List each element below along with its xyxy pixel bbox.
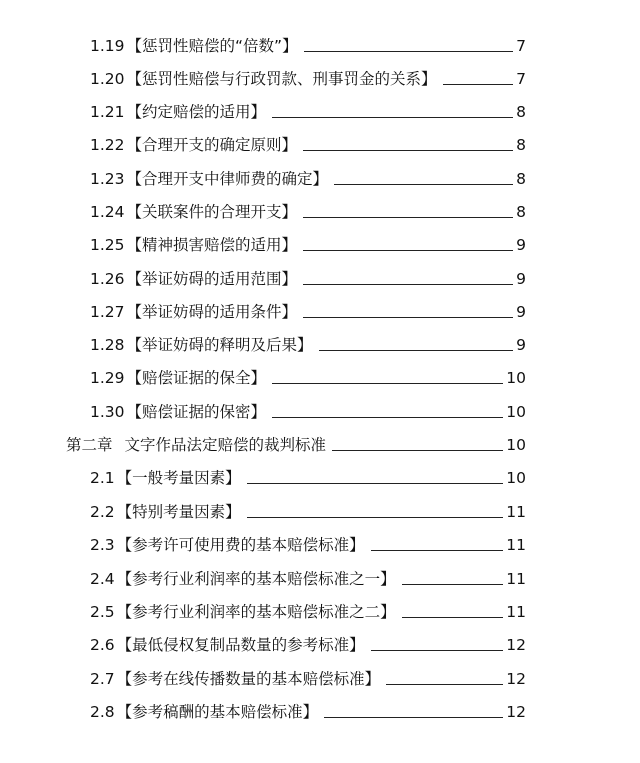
toc-leader-line [247, 482, 504, 484]
toc-entry-number: 1.29 [90, 369, 125, 387]
toc-entry-number: 2.4 [90, 570, 115, 588]
toc-leader-line [303, 316, 513, 318]
toc-leader-line [324, 716, 503, 718]
toc-entry[interactable] [90, 563, 526, 589]
toc-entry-page: 8 [516, 203, 526, 221]
toc-entry-title: 【最低侵权复制品数量的参考标准】 [116, 636, 365, 654]
toc-leader-line [303, 149, 513, 151]
toc-leader-line [334, 183, 513, 185]
toc-entry-page: 9 [516, 336, 526, 354]
toc-entry-title: 【参考许可使用费的基本赔偿标准】 [116, 536, 365, 554]
toc-entry[interactable] [90, 296, 526, 322]
toc-entry-page: 12 [506, 703, 526, 721]
toc-leader-line [272, 416, 503, 418]
toc-entry-page: 10 [506, 403, 526, 421]
toc-entry[interactable] [90, 196, 526, 222]
toc-entry-page: 10 [506, 436, 526, 454]
toc-entry-number: 2.6 [90, 636, 115, 654]
toc-leader-line [443, 83, 514, 85]
toc-leader-line [272, 382, 503, 384]
toc-entry-title: 【约定赔偿的适用】 [126, 103, 267, 121]
toc-entry-number: 2.3 [90, 536, 115, 554]
toc-entry-page: 8 [516, 170, 526, 188]
toc-entry-number: 2.5 [90, 603, 115, 621]
toc-entry-title: 【参考行业利润率的基本赔偿标准之二】 [116, 603, 396, 621]
toc-entry-number: 1.21 [90, 103, 125, 121]
toc-entry-title: 【参考行业利润率的基本赔偿标准之一】 [116, 570, 396, 588]
toc-entry-number: 1.19 [90, 37, 125, 55]
toc-entry-page: 11 [506, 603, 526, 621]
toc-leader-line [319, 349, 514, 351]
toc-entry-number: 2.2 [90, 503, 115, 521]
toc-entry-title: 【赔偿证据的保密】 [126, 403, 267, 421]
toc-entry-page: 12 [506, 636, 526, 654]
toc-entry-number: 1.25 [90, 236, 125, 254]
toc-entry[interactable] [90, 30, 526, 56]
toc-chapter-entry[interactable] [66, 429, 526, 455]
toc-entry-title: 【特别考量因素】 [116, 503, 241, 521]
toc-entry-number: 1.30 [90, 403, 125, 421]
toc-entry-number: 1.27 [90, 303, 125, 321]
toc-entry[interactable] [90, 362, 526, 388]
toc-entry-title: 【举证妨碍的释明及后果】 [126, 336, 313, 354]
toc-entry-title: 【举证妨碍的适用范围】 [126, 270, 298, 288]
toc-entry-title: 【举证妨碍的适用条件】 [126, 303, 298, 321]
toc-leader-line [303, 249, 513, 251]
toc-leader-line [247, 516, 504, 518]
toc-entry-page: 7 [516, 70, 526, 88]
toc-entry[interactable] [90, 396, 526, 422]
toc-leader-line [371, 649, 504, 651]
toc-entry-page: 7 [516, 37, 526, 55]
toc-entry-number: 2.7 [90, 670, 115, 688]
toc-entry-number: 1.24 [90, 203, 125, 221]
toc-entry-title: 【合理开支中律师费的确定】 [126, 170, 329, 188]
toc-entry[interactable] [90, 96, 526, 122]
toc-entry[interactable] [90, 663, 526, 689]
toc-entry[interactable] [90, 229, 526, 255]
toc-entry[interactable] [90, 462, 526, 488]
toc-leader-line [272, 116, 513, 118]
toc-entry-number: 1.20 [90, 70, 125, 88]
toc-entry[interactable] [90, 63, 526, 89]
toc-entry[interactable] [90, 496, 526, 522]
toc-leader-line [303, 216, 513, 218]
toc-entry-title: 【参考稿酬的基本赔偿标准】 [116, 703, 319, 721]
toc-entry[interactable] [90, 696, 526, 722]
toc-entry-number: 1.22 [90, 136, 125, 154]
toc-leader-line [402, 583, 504, 585]
toc-entry-number: 1.23 [90, 170, 125, 188]
toc-entry-page: 11 [506, 536, 526, 554]
toc-entry-page: 10 [506, 469, 526, 487]
toc-entry-page: 9 [516, 303, 526, 321]
toc-entry-page: 10 [506, 369, 526, 387]
toc-entry[interactable] [90, 163, 526, 189]
toc-chapter-title: 文字作品法定赔偿的裁判标准 [124, 436, 327, 454]
toc-leader-line [386, 683, 503, 685]
toc-entry-title: 【惩罚性赔偿与行政罚款、刑事罚金的关系】 [126, 70, 437, 88]
toc-leader-line [332, 449, 503, 451]
toc-entry-page: 9 [516, 270, 526, 288]
toc-entry-number: 1.28 [90, 336, 125, 354]
toc-entry[interactable] [90, 629, 526, 655]
toc-entry[interactable] [90, 529, 526, 555]
toc-entry-page: 11 [506, 503, 526, 521]
toc-leader-line [304, 50, 514, 52]
toc-chapter-number: 第二章 [66, 436, 113, 454]
toc-entry-title: 【惩罚性赔偿的“倍数”】 [126, 37, 298, 55]
toc-entry-title: 【关联案件的合理开支】 [126, 203, 298, 221]
toc-leader-line [371, 549, 504, 551]
toc-entry-number: 2.8 [90, 703, 115, 721]
toc-entry-page: 11 [506, 570, 526, 588]
toc-entry-title: 【精神损害赔偿的适用】 [126, 236, 298, 254]
toc-entry-page: 8 [516, 103, 526, 121]
toc-entry-number: 2.1 [90, 469, 115, 487]
toc-leader-line [402, 616, 504, 618]
toc-entry-title: 【赔偿证据的保全】 [126, 369, 267, 387]
toc-entry-page: 12 [506, 670, 526, 688]
toc-entry[interactable] [90, 329, 526, 355]
toc-entry[interactable] [90, 596, 526, 622]
toc-leader-line [303, 283, 513, 285]
toc-entry-title: 【合理开支的确定原则】 [126, 136, 298, 154]
toc-entry-title: 【参考在线传播数量的基本赔偿标准】 [116, 670, 381, 688]
toc-entry[interactable] [90, 263, 526, 289]
toc-entry-page: 8 [516, 136, 526, 154]
toc-entry[interactable] [90, 129, 526, 155]
toc-entry-title: 【一般考量因素】 [116, 469, 241, 487]
toc-entry-number: 1.26 [90, 270, 125, 288]
toc-entry-page: 9 [516, 236, 526, 254]
